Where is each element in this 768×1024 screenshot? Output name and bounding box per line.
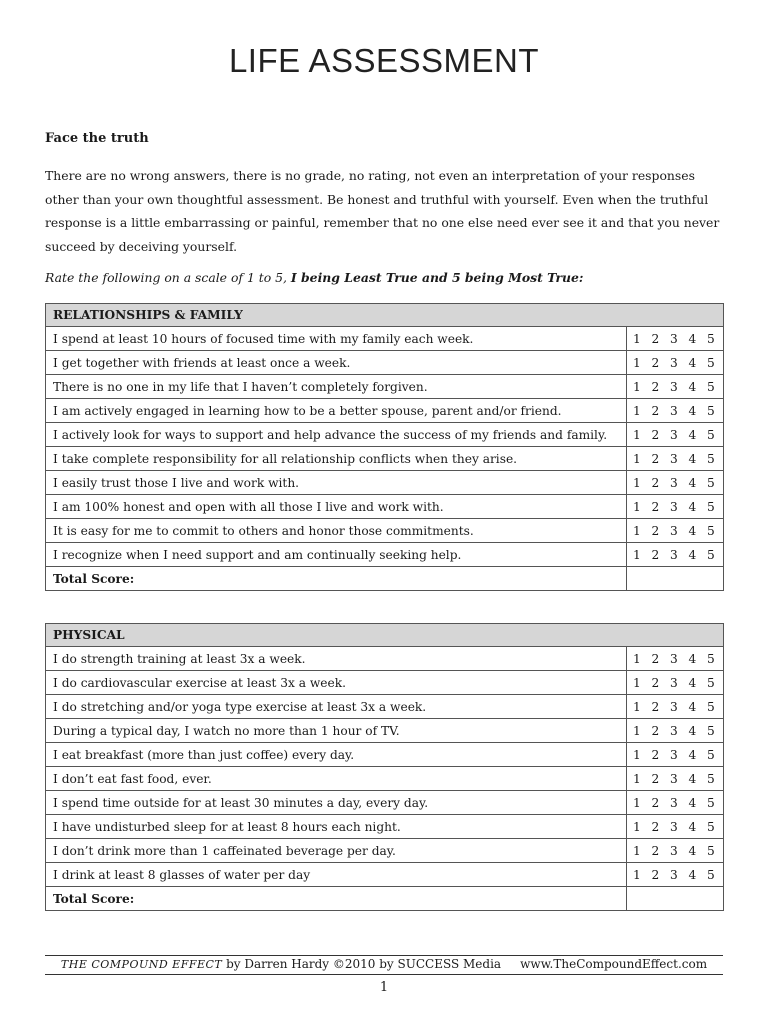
rating-option[interactable]: 2 xyxy=(651,547,660,562)
rating-option[interactable]: 4 xyxy=(688,843,697,858)
rating-option[interactable]: 3 xyxy=(670,699,678,714)
rating-instruction-prefix: Rate the following on a scale of 1 to 5, xyxy=(45,270,291,285)
rating-option[interactable]: 2 xyxy=(651,723,660,738)
rating-option[interactable]: 1 xyxy=(633,403,641,418)
rating-scale xyxy=(627,399,724,423)
rating-option[interactable]: 4 xyxy=(688,675,697,690)
statement: I am actively engaged in learning how to be a better spouse, parent and/or friend. xyxy=(46,399,627,423)
footer-website: www.TheCompoundEffect.com xyxy=(520,957,708,971)
rating-option[interactable]: 1 xyxy=(633,843,641,858)
section-header xyxy=(46,304,724,327)
rating-option[interactable]: 4 xyxy=(688,795,697,810)
rating-option[interactable]: 1 xyxy=(633,651,641,666)
rating-option[interactable]: 3 xyxy=(670,379,678,394)
rating-option[interactable]: 5 xyxy=(707,403,715,418)
rating-option[interactable]: 5 xyxy=(707,427,715,442)
rating-option[interactable]: 2 xyxy=(651,819,660,834)
rating-option[interactable]: 5 xyxy=(707,331,715,346)
rating-option[interactable]: 1 xyxy=(633,675,641,690)
rating-instruction-emphasis: I being Least True and 5 being Most True: xyxy=(290,270,584,285)
statement: There is no one in my life that I haven’t completely forgiven. xyxy=(46,375,627,399)
footer-book-title: THE COMPOUND EFFECT xyxy=(60,958,223,971)
total-row xyxy=(46,567,724,591)
rating-option[interactable]: 3 xyxy=(670,355,678,370)
physical-table xyxy=(45,623,724,911)
rating-option[interactable]: 4 xyxy=(688,723,697,738)
rating-option[interactable]: 3 xyxy=(670,547,678,562)
rating-option[interactable]: 4 xyxy=(688,651,697,666)
section-heading: RELATIONSHIPS & FAMILY xyxy=(46,304,724,327)
assessment-row xyxy=(46,767,724,791)
statement: I easily trust those I live and work with. xyxy=(46,471,627,495)
statement: During a typical day, I watch no more than 1 hour of TV. xyxy=(46,719,627,743)
rating-option[interactable]: 2 xyxy=(651,475,660,490)
rating-scale xyxy=(627,647,724,671)
assessment-row xyxy=(46,447,724,471)
rating-option[interactable]: 5 xyxy=(707,675,715,690)
rating-scale xyxy=(627,839,724,863)
statement: I have undisturbed sleep for at least 8 hours each night. xyxy=(46,815,627,839)
rating-option[interactable]: 4 xyxy=(688,475,697,490)
assessment-row xyxy=(46,815,724,839)
rating-option[interactable]: 5 xyxy=(707,379,715,394)
rating-option[interactable]: 2 xyxy=(651,499,660,514)
footer-rule-bottom xyxy=(45,974,723,975)
rating-instruction xyxy=(45,270,583,285)
rating-option[interactable]: 5 xyxy=(707,547,715,562)
rating-option[interactable]: 3 xyxy=(670,403,678,418)
rating-option[interactable]: 1 xyxy=(633,819,641,834)
statement: I do cardiovascular exercise at least 3x a week. xyxy=(46,671,627,695)
rating-option[interactable]: 4 xyxy=(688,771,697,786)
total-row xyxy=(46,887,724,911)
rating-option[interactable]: 2 xyxy=(651,651,660,666)
rating-option[interactable]: 3 xyxy=(670,427,678,442)
rating-scale xyxy=(627,447,724,471)
rating-option[interactable]: 2 xyxy=(651,699,660,714)
assessment-row xyxy=(46,695,724,719)
rating-option[interactable]: 3 xyxy=(670,795,678,810)
rating-scale xyxy=(627,791,724,815)
assessment-row xyxy=(46,375,724,399)
total-label: Total Score: xyxy=(46,887,627,911)
assessment-row xyxy=(46,423,724,447)
rating-option[interactable]: 2 xyxy=(651,867,660,882)
section-heading: PHYSICAL xyxy=(46,624,724,647)
rating-option[interactable]: 3 xyxy=(670,747,678,762)
assessment-row xyxy=(46,495,724,519)
rating-option[interactable]: 3 xyxy=(670,675,678,690)
intro-paragraph: There are no wrong answers, there is no grade, no rating, not even an interpretation of your responses other than your own thoughtful assessment. Be honest and truthful with yourself. Even when the truthful response is a little embarrassing or painful, remember that no one else need ever see it and that you never succeed by deceiving yourself. xyxy=(45,168,720,254)
footer-rule-top xyxy=(45,955,723,956)
statement: I spend time outside for at least 30 minutes a day, every day. xyxy=(46,791,627,815)
rating-option[interactable]: 4 xyxy=(688,867,697,882)
rating-scale xyxy=(627,767,724,791)
assessment-row xyxy=(46,839,724,863)
rating-scale xyxy=(627,543,724,567)
rating-scale xyxy=(627,695,724,719)
rating-option[interactable]: 2 xyxy=(651,451,660,466)
assessment-row xyxy=(46,351,724,375)
rating-option[interactable]: 4 xyxy=(688,499,697,514)
footer-credit: by Darren Hardy ©2010 by SUCCESS Media xyxy=(222,957,502,971)
subheading: Face the truth xyxy=(45,131,149,146)
rating-option[interactable]: 4 xyxy=(688,331,697,346)
rating-scale xyxy=(627,471,724,495)
rating-option[interactable]: 5 xyxy=(707,747,715,762)
rating-option[interactable]: 1 xyxy=(633,523,641,538)
rating-option[interactable]: 4 xyxy=(688,819,697,834)
rating-option[interactable]: 2 xyxy=(651,403,660,418)
rating-option[interactable]: 2 xyxy=(651,843,660,858)
total-score-field[interactable] xyxy=(627,887,724,911)
assessment-row xyxy=(46,543,724,567)
rating-option[interactable]: 1 xyxy=(633,867,641,882)
rating-option[interactable]: 5 xyxy=(707,499,715,514)
rating-option[interactable]: 5 xyxy=(707,723,715,738)
rating-option[interactable]: 3 xyxy=(670,771,678,786)
rating-option[interactable]: 4 xyxy=(688,451,697,466)
rating-scale xyxy=(627,671,724,695)
rating-option[interactable]: 4 xyxy=(688,523,697,538)
rating-option[interactable]: 5 xyxy=(707,651,715,666)
rating-option[interactable]: 3 xyxy=(670,451,678,466)
section-header xyxy=(46,624,724,647)
rating-scale xyxy=(627,351,724,375)
assessment-row xyxy=(46,399,724,423)
assessment-row xyxy=(46,671,724,695)
rating-option[interactable]: 4 xyxy=(688,547,697,562)
rating-option[interactable]: 2 xyxy=(651,747,660,762)
rating-option[interactable]: 1 xyxy=(633,475,641,490)
statement: I drink at least 8 glasses of water per day xyxy=(46,863,627,887)
rating-option[interactable]: 2 xyxy=(651,795,660,810)
rating-option[interactable]: 1 xyxy=(633,355,641,370)
rating-option[interactable]: 5 xyxy=(707,523,715,538)
total-score-field[interactable] xyxy=(627,567,724,591)
rating-option[interactable]: 4 xyxy=(688,355,697,370)
assessment-row xyxy=(46,327,724,351)
statement: I spend at least 10 hours of focused time with my family each week. xyxy=(46,327,627,351)
rating-option[interactable]: 3 xyxy=(670,651,678,666)
rating-scale xyxy=(627,743,724,767)
rating-option[interactable]: 1 xyxy=(633,379,641,394)
rating-option[interactable]: 1 xyxy=(633,699,641,714)
rating-scale xyxy=(627,423,724,447)
rating-scale xyxy=(627,375,724,399)
rating-option[interactable]: 5 xyxy=(707,475,715,490)
rating-option[interactable]: 3 xyxy=(670,499,678,514)
rating-option[interactable]: 3 xyxy=(670,819,678,834)
rating-option[interactable]: 5 xyxy=(707,355,715,370)
statement: I do strength training at least 3x a week. xyxy=(46,647,627,671)
rating-option[interactable]: 4 xyxy=(688,427,697,442)
rating-scale xyxy=(627,815,724,839)
rating-option[interactable]: 4 xyxy=(688,747,697,762)
rating-option[interactable]: 2 xyxy=(651,379,660,394)
statement: It is easy for me to commit to others and honor those commitments. xyxy=(46,519,627,543)
rating-scale xyxy=(627,519,724,543)
rating-option[interactable]: 2 xyxy=(651,523,660,538)
relationships-family-table xyxy=(45,303,724,591)
rating-option[interactable]: 1 xyxy=(633,331,641,346)
rating-scale xyxy=(627,327,724,351)
rating-option[interactable]: 2 xyxy=(651,331,660,346)
rating-option[interactable]: 5 xyxy=(707,819,715,834)
statement: I do stretching and/or yoga type exercise at least 3x a week. xyxy=(46,695,627,719)
rating-option[interactable]: 5 xyxy=(707,795,715,810)
rating-option[interactable]: 5 xyxy=(707,699,715,714)
rating-option[interactable]: 1 xyxy=(633,499,641,514)
rating-option[interactable]: 1 xyxy=(633,451,641,466)
page-number: 1 xyxy=(379,980,389,995)
assessment-row xyxy=(46,743,724,767)
rating-option[interactable]: 4 xyxy=(688,379,697,394)
assessment-row xyxy=(46,647,724,671)
rating-option[interactable]: 3 xyxy=(670,523,678,538)
assessment-row xyxy=(46,719,724,743)
statement: I am 100% honest and open with all those I live and work with. xyxy=(46,495,627,519)
assessment-row xyxy=(46,519,724,543)
assessment-row xyxy=(46,791,724,815)
rating-option[interactable]: 2 xyxy=(651,355,660,370)
statement: I don’t eat fast food, ever. xyxy=(46,767,627,791)
rating-option[interactable]: 1 xyxy=(633,547,641,562)
rating-option[interactable]: 5 xyxy=(707,771,715,786)
rating-scale xyxy=(627,495,724,519)
rating-option[interactable]: 2 xyxy=(651,771,660,786)
rating-option[interactable]: 5 xyxy=(707,451,715,466)
total-label: Total Score: xyxy=(46,567,627,591)
rating-option[interactable]: 3 xyxy=(670,331,678,346)
rating-option[interactable]: 4 xyxy=(688,699,697,714)
rating-option[interactable]: 2 xyxy=(651,675,660,690)
rating-option[interactable]: 3 xyxy=(670,723,678,738)
rating-option[interactable]: 1 xyxy=(633,795,641,810)
rating-option[interactable]: 1 xyxy=(633,747,641,762)
statement: I actively look for ways to support and help advance the success of my friends and family. xyxy=(46,423,627,447)
rating-option[interactable]: 1 xyxy=(633,723,641,738)
rating-scale xyxy=(627,863,724,887)
assessment-row xyxy=(46,863,724,887)
assessment-row xyxy=(46,471,724,495)
footer xyxy=(45,957,723,971)
statement: I recognize when I need support and am continually seeking help. xyxy=(46,543,627,567)
statement: I don’t drink more than 1 caffeinated beverage per day. xyxy=(46,839,627,863)
rating-option[interactable]: 3 xyxy=(670,843,678,858)
rating-option[interactable]: 3 xyxy=(670,867,678,882)
rating-option[interactable]: 1 xyxy=(633,427,641,442)
rating-scale xyxy=(627,719,724,743)
rating-option[interactable]: 2 xyxy=(651,427,660,442)
rating-option[interactable]: 5 xyxy=(707,843,715,858)
rating-option[interactable]: 3 xyxy=(670,475,678,490)
rating-option[interactable]: 4 xyxy=(688,403,697,418)
statement: I eat breakfast (more than just coffee) every day. xyxy=(46,743,627,767)
statement: I take complete responsibility for all relationship conflicts when they arise. xyxy=(46,447,627,471)
page-title: LIFE ASSESSMENT xyxy=(228,42,540,79)
rating-option[interactable]: 5 xyxy=(707,867,715,882)
rating-option[interactable]: 1 xyxy=(633,771,641,786)
statement: I get together with friends at least once a week. xyxy=(46,351,627,375)
